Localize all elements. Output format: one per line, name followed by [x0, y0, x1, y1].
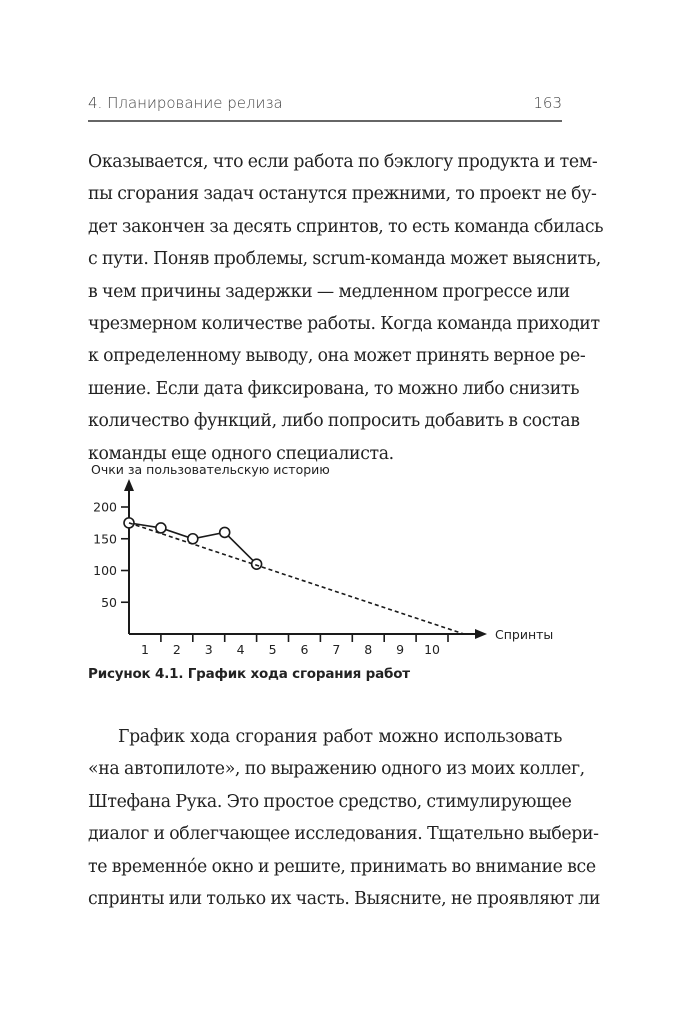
text-line: команды еще одного специалиста.: [88, 443, 394, 464]
page-number: 163: [533, 94, 562, 112]
text-line: количество функций, либо попросить добавить в состав: [88, 411, 580, 432]
paragraph-1: [88, 146, 604, 470]
text-line: к определенному выводу, она может принять верное ре-: [88, 346, 586, 367]
x-ticks: [141, 634, 448, 655]
text-line: дет закончен за десять спринтов, то есть команда сбилась: [88, 216, 604, 237]
x-tick-label: 3: [204, 642, 213, 655]
series: [124, 518, 464, 634]
y-axis-label: Очки за пользовательскую историю: [91, 462, 330, 477]
text-line: пы сгорания задач останутся прежними, то проект не бу-: [88, 184, 597, 205]
header-rule: [88, 120, 562, 122]
y-tick-label: 200: [93, 499, 117, 515]
y-tick-label: 100: [93, 563, 117, 578]
text-line: «на автопилоте», по выражению одного из моих коллег,: [88, 759, 585, 780]
figure-caption: Рисунок 4.1. График хода сгорания работ: [88, 666, 410, 682]
data-point: [252, 559, 262, 569]
x-tick-label: 9: [396, 642, 405, 655]
x-tick-label: 7: [332, 642, 341, 655]
chapter-title: 4. Планирование релиза: [88, 94, 283, 112]
y-ticks: [93, 500, 129, 610]
x-tick-label: 6: [300, 642, 309, 655]
x-axis-label: Спринты: [495, 627, 554, 642]
data-point: [220, 527, 230, 537]
y-tick-label: 50: [101, 594, 117, 610]
text-line: шение. Если дата фиксирована, то можно либо снизить: [88, 378, 580, 399]
text-line: Штефана Рука. Это простое средство, стимулирующее: [88, 791, 572, 812]
paragraph-2: [88, 721, 601, 915]
text-line: График хода сгорания работ можно использовать: [118, 727, 562, 747]
text-line: спринты или только их часть. Выясните, не проявляют ли: [88, 889, 601, 910]
burndown-chart-svg: [80, 455, 580, 655]
x-axis-arrow-icon: [475, 629, 487, 639]
trend-line: [129, 523, 464, 634]
axes: [124, 479, 487, 639]
y-tick-label: 150: [93, 531, 117, 547]
running-head: [88, 94, 562, 118]
x-tick-label: 5: [268, 642, 277, 655]
burndown-chart: [80, 455, 580, 655]
text-line: диалог и облегчающее исследования. Тщательно выбери-: [88, 824, 599, 845]
y-axis-arrow-icon: [124, 479, 134, 491]
text-line: в чем причины задержки — медленном прогрессе или: [88, 281, 570, 302]
text-line: с пути. Поняв проблемы, scrum-команда может выяснить,: [88, 249, 601, 270]
x-tick-label: 1: [140, 642, 149, 655]
x-tick-label: 4: [236, 642, 245, 655]
text-line: Оказывается, что если работа по бэклогу продукта и тем-: [88, 152, 598, 172]
text-line: чрезмерном количестве работы. Когда команда приходит: [88, 314, 600, 335]
x-tick-label: 10: [424, 642, 441, 655]
x-tick-label: 2: [172, 642, 181, 655]
text-line: те временнóе окно и решите, принимать во внимание все: [88, 856, 596, 877]
x-tick-label: 8: [364, 642, 373, 655]
